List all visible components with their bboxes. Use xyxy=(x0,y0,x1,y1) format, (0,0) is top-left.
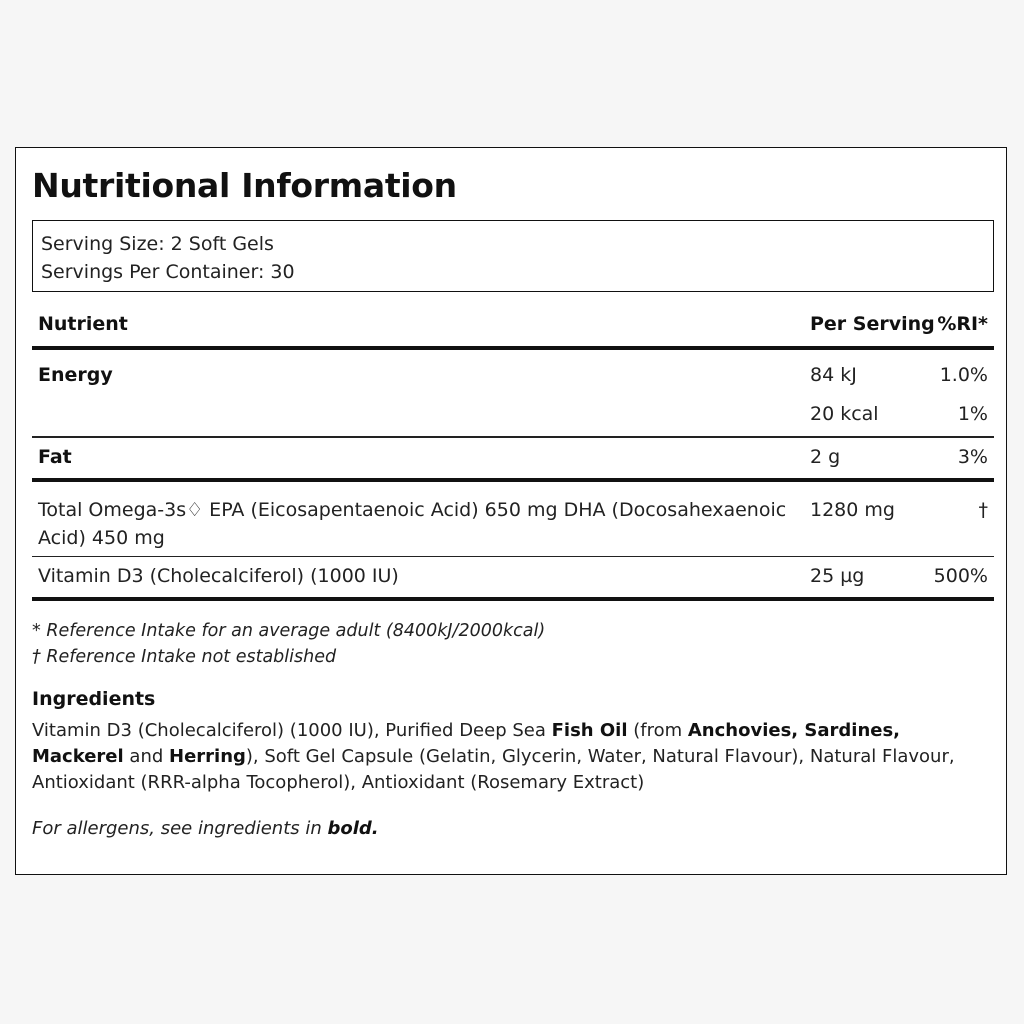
omega-ri: † xyxy=(978,498,988,521)
ingredients-part: ), Soft Gel Capsule (Gelatin, Glycerin, Water, Natural Flavour), Natural Flavour, Antioxidant (RRR-alpha Tocopherol), Antioxidant (Rosemary Extract) xyxy=(32,746,955,793)
nutrient-energy: Energy xyxy=(38,364,113,386)
allergen-fish-list: Anchovies, Sardines, Mackerel xyxy=(32,720,901,767)
fat-value: 2 g xyxy=(810,445,841,468)
header-nutrient: Nutrient xyxy=(38,313,128,335)
table-row-fat xyxy=(32,438,994,478)
allergen-note-bold: bold. xyxy=(327,818,379,839)
allergen-fish-oil: Fish Oil xyxy=(551,720,628,741)
energy-kcal: 20 kcal xyxy=(810,403,879,425)
table-header-row xyxy=(32,308,994,346)
energy-kcal-ri: 1% xyxy=(957,403,988,425)
servings-per-container: Servings Per Container: 30 xyxy=(41,261,295,283)
omega-value: 1280 mg xyxy=(810,498,895,521)
footnote-not-established: † Reference Intake not established xyxy=(32,647,337,667)
allergen-note-text: For allergens, see ingredients in xyxy=(32,818,328,839)
nutrient-fat: Fat xyxy=(38,445,72,468)
allergen-note xyxy=(32,818,379,839)
table-row-energy xyxy=(32,350,994,436)
ingredients-part: Vitamin D3 (Cholecalciferol) (1000 IU), Purified Deep Sea xyxy=(32,720,552,741)
serving-info-box xyxy=(32,220,994,292)
nutrient-omega: Total Omega-3s♢ EPA (Eicosapentaenoic Acid) 650 mg DHA (Docosahexaenoic Acid) 450 mg xyxy=(38,498,787,549)
page-title: Nutritional Information xyxy=(32,166,457,205)
serving-size: Serving Size: 2 Soft Gels xyxy=(41,233,274,255)
divider-thick xyxy=(32,597,994,601)
ingredients-part: and xyxy=(123,746,169,767)
energy-kj: 84 kJ xyxy=(810,364,857,386)
fat-ri: 3% xyxy=(957,445,988,468)
footnote-ri: * Reference Intake for an average adult (8400kJ/2000kcal) xyxy=(32,621,546,641)
ingredients-part: (from xyxy=(627,720,688,741)
energy-kj-ri: 1.0% xyxy=(939,364,988,386)
table-row-vitamin-d xyxy=(32,557,994,597)
header-per-serving: Per Serving xyxy=(810,313,935,335)
header-ri: %RI* xyxy=(937,313,988,335)
allergen-herring: Herring xyxy=(169,746,246,767)
nutrient-vitamin-d: Vitamin D3 (Cholecalciferol) (1000 IU) xyxy=(38,565,399,587)
vitamin-d-value: 25 µg xyxy=(810,565,865,587)
vitamin-d-ri: 500% xyxy=(933,565,988,587)
table-row-omega xyxy=(32,482,994,556)
nutrition-panel xyxy=(15,147,1007,875)
nutrition-table xyxy=(32,308,994,601)
ingredients-heading: Ingredients xyxy=(32,688,156,710)
ingredients-text xyxy=(32,718,994,796)
footnotes xyxy=(32,618,994,670)
